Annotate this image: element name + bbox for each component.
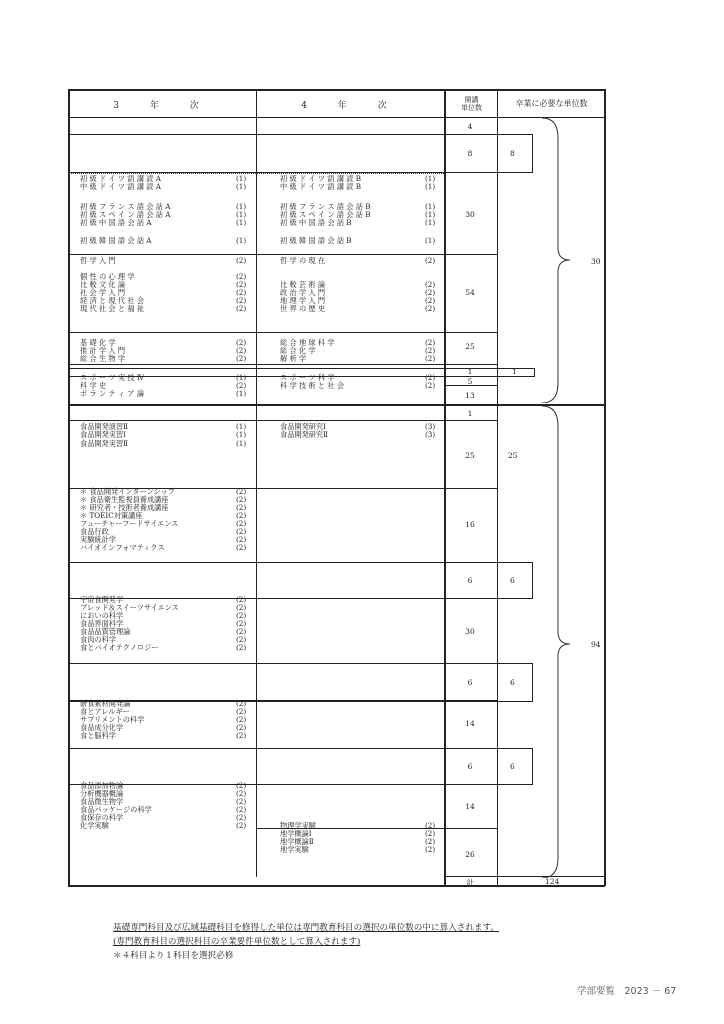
course-name: 基 礎 化 学 <box>80 338 116 347</box>
year4-course-row <box>280 846 441 855</box>
course-credit: (1) <box>236 182 247 191</box>
course-name: 化学実験 <box>80 821 109 830</box>
total-sum: 124 <box>545 877 560 886</box>
required-value: 25 <box>508 451 518 460</box>
course-name: 初 級 中 国 語 会 話 A <box>80 218 152 227</box>
course-credit: (2) <box>236 381 247 390</box>
course-credit: (1) <box>236 439 247 448</box>
course-name: ＊ 研究者・技術者養成講座 <box>80 503 169 512</box>
required-value: 1 <box>512 367 517 376</box>
course-credit: (2) <box>236 346 247 355</box>
year3-course-row <box>80 732 252 741</box>
course-name: サプリメントの科学 <box>80 715 145 724</box>
course-name: 中 級 ド イ ツ 語 講 読 A <box>80 182 161 191</box>
units-value: 25 <box>465 451 475 460</box>
row-sep <box>68 254 497 255</box>
course-name: 新食素材開発論 <box>80 699 131 708</box>
course-name: 食保存の科学 <box>80 813 124 822</box>
course-name: ス ポ ー ツ 科 学 <box>280 373 335 382</box>
course-name: 社 会 学 入 門 <box>80 288 126 297</box>
course-name: 科 学 技 術 と 社 会 <box>280 381 345 390</box>
year4-course-row <box>280 431 441 440</box>
course-credit: (2) <box>425 280 436 289</box>
course-credit: (2) <box>236 535 247 544</box>
units-value: 14 <box>465 719 475 728</box>
table-bottom-border <box>68 885 605 887</box>
course-credit: (1) <box>425 182 436 191</box>
course-credit: (2) <box>236 595 247 604</box>
units-value: 8 <box>467 149 473 158</box>
course-credit: (1) <box>425 236 436 245</box>
total-lower: 94 <box>591 640 601 649</box>
year4-course-row <box>280 305 441 314</box>
year4-course-row <box>280 382 441 391</box>
course-credit: (2) <box>236 503 247 512</box>
course-credit: (3) <box>425 422 436 431</box>
course-credit: (2) <box>236 619 247 628</box>
course-name: 哲 学 の 現 在 <box>280 256 326 265</box>
course-name: 食と脳科学 <box>80 731 116 740</box>
course-name: 経 済 と 現 代 社 会 <box>80 296 145 305</box>
course-name: 初 級 フ ラ ン ス 語 会 話 B <box>280 202 371 211</box>
course-credit: (3) <box>425 430 436 439</box>
required-value: 6 <box>510 762 515 771</box>
course-credit: (2) <box>236 296 247 305</box>
course-name: 食品開発実習Ⅱ <box>80 439 129 448</box>
header-units-line1: 開講 <box>464 96 479 104</box>
course-name: 比 較 芸 術 論 <box>280 280 326 289</box>
course-credit: (1) <box>236 373 247 382</box>
course-name: 食品行政 <box>80 527 109 536</box>
course-credit: (1) <box>236 422 247 431</box>
course-credit: (2) <box>425 288 436 297</box>
course-credit: (1) <box>236 389 247 398</box>
course-name: 食品界面科学 <box>80 619 124 628</box>
units-value: 30 <box>465 210 475 219</box>
course-credit: (2) <box>236 304 247 313</box>
course-name: 実験統計学 <box>80 535 116 544</box>
units-total-label: 計 <box>466 878 474 887</box>
course-name: 現 代 社 会 と 福 祉 <box>80 304 145 313</box>
year4-course-row <box>280 219 441 228</box>
course-credit: (2) <box>236 627 247 636</box>
course-credit: (1) <box>236 430 247 439</box>
course-credit: (2) <box>236 338 247 347</box>
required-value: 6 <box>510 576 515 585</box>
note-line-2: (専門教育科目の選択科目の卒業要件単位数として算入されます) <box>113 937 361 947</box>
course-credit: (1) <box>236 218 247 227</box>
row-sep <box>68 420 497 421</box>
course-credit: (1) <box>236 174 247 183</box>
header-units-line2: 単位数 <box>461 104 482 112</box>
year3-course-row <box>80 183 252 192</box>
course-credit: (2) <box>236 272 247 281</box>
units-value: 13 <box>465 391 475 400</box>
year3-course-row <box>80 305 252 314</box>
course-name: 食品開発演習Ⅱ <box>80 422 129 431</box>
units-value: 6 <box>467 762 473 771</box>
course-name: 食とバイオテクノロジー <box>80 643 159 652</box>
year3-course-row <box>80 237 252 246</box>
course-credit: (2) <box>425 296 436 305</box>
year3-course-row <box>80 257 252 266</box>
course-credit: (1) <box>236 236 247 245</box>
course-credit: (2) <box>425 304 436 313</box>
year3-course-row <box>80 355 252 364</box>
course-name: 解 析 学 <box>280 354 307 363</box>
total-upper: 30 <box>591 257 601 266</box>
course-credit: (2) <box>425 354 436 363</box>
year4-course-row <box>280 237 441 246</box>
course-name: 比 較 文 化 論 <box>80 280 126 289</box>
course-credit: (1) <box>425 174 436 183</box>
course-name: 科 学 史 <box>80 381 107 390</box>
units-value: 4 <box>467 122 473 131</box>
course-name: 総 合 化 学 <box>280 346 316 355</box>
course-credit: (2) <box>236 643 247 652</box>
note-line-3: ＊４科目より１科目を選択必修 <box>113 951 234 961</box>
course-name: 食品成分化学 <box>80 723 124 732</box>
course-name: ブレッド＆スイーツサイエンス <box>80 603 179 612</box>
course-credit: (2) <box>236 511 247 520</box>
course-credit: (2) <box>425 338 436 347</box>
course-credit: (2) <box>236 813 247 822</box>
units-value: 6 <box>467 678 473 687</box>
course-credit: (2) <box>425 373 436 382</box>
course-name: フューチャーフードサイエンス <box>80 519 179 528</box>
row-sep-thick <box>68 404 605 406</box>
course-credit: (2) <box>236 288 247 297</box>
course-credit: (2) <box>425 821 436 830</box>
table-top-border <box>68 89 605 91</box>
course-name: 初 級 韓 国 語 会 話 B <box>280 236 352 245</box>
course-credit: (2) <box>236 543 247 552</box>
year4-course-row <box>280 355 441 364</box>
course-credit: (2) <box>236 723 247 732</box>
course-name: 食品パッケージの科学 <box>80 805 152 814</box>
course-credit: (2) <box>236 797 247 806</box>
year4-course-row <box>280 183 441 192</box>
course-name: 中 級 ド イ ツ 語 講 読 B <box>280 182 362 191</box>
course-credit: (2) <box>236 256 247 265</box>
row-sep <box>68 332 497 333</box>
course-credit: (2) <box>236 519 247 528</box>
course-name: においの科学 <box>80 611 124 620</box>
course-credit: (2) <box>425 845 436 854</box>
year3-course-row <box>80 544 252 553</box>
course-credit: (2) <box>236 495 247 504</box>
course-credit: (1) <box>425 218 436 227</box>
course-name: 初 級 ス ペ イ ン 語 会 話 A <box>80 210 171 219</box>
course-credit: (2) <box>236 731 247 740</box>
units-value: 1 <box>467 367 473 376</box>
course-name: 個 性 の 心 理 学 <box>80 272 135 281</box>
course-name: 政 治 学 入 門 <box>280 288 326 297</box>
course-credit: (2) <box>236 707 247 716</box>
course-name: ＊ 食品衛生監視員養成講座 <box>80 495 169 504</box>
course-name: 食品品質管理論 <box>80 627 131 636</box>
course-name: 食とアレルギー <box>80 707 130 716</box>
header-bottom-border <box>68 117 605 118</box>
year3-course-row <box>80 440 252 449</box>
course-name: 総 合 生 物 学 <box>80 354 126 363</box>
course-credit: (1) <box>236 210 247 219</box>
course-credit: (2) <box>425 256 436 265</box>
course-name: 初 級 フ ラ ン ス 語 会 話 A <box>80 202 171 211</box>
course-name: 分析機器概論 <box>80 789 124 798</box>
course-name: 地学実験 <box>280 845 309 854</box>
course-name: 初 級 中 国 語 会 話 B <box>280 218 352 227</box>
course-credit: (1) <box>425 210 436 219</box>
course-name: 総 合 地 球 科 学 <box>280 338 335 347</box>
note-line-1: 基礎専門科目及び広域基礎科目を修得した単位は専門教育科目の選択の単位数の中に算入されます。 <box>113 923 500 933</box>
course-name: バイオインフォマティクス <box>80 543 165 552</box>
units-value: 14 <box>465 802 475 811</box>
course-credit: (2) <box>425 837 436 846</box>
year3-course-row <box>80 822 252 831</box>
course-name: 食品微生物学 <box>80 797 124 806</box>
units-value: 30 <box>465 627 475 636</box>
header-year4: 4 年 次 <box>301 101 401 111</box>
course-name: 食肉の科学 <box>80 635 116 644</box>
course-credit: (1) <box>236 202 247 211</box>
header-year3: 3 年 次 <box>113 101 213 111</box>
course-credit: (2) <box>236 635 247 644</box>
course-name: ＊ TOEIC対策講座 <box>80 511 143 520</box>
units-value: 26 <box>465 850 475 859</box>
course-name: ＊ 食品開発インターンシップ <box>80 487 175 496</box>
required-value: 6 <box>510 678 515 687</box>
course-name: 地学概論Ⅰ <box>280 829 312 838</box>
course-credit: (2) <box>236 699 247 708</box>
units-value: 16 <box>465 520 475 529</box>
required-value: 8 <box>510 149 515 158</box>
header-required: 卒業に必要な単位数 <box>515 99 588 108</box>
course-name: 食品開発実習Ⅰ <box>80 430 126 439</box>
course-name: 初 級 韓 国 語 会 話 A <box>80 236 152 245</box>
course-credit: (2) <box>236 611 247 620</box>
course-name: ボ ラ ン テ ィ ア 論 <box>80 389 145 398</box>
course-credit: (2) <box>236 805 247 814</box>
course-name: 推 計 学 入 門 <box>80 346 126 355</box>
course-credit: (2) <box>236 715 247 724</box>
units-value: 25 <box>465 342 475 351</box>
course-credit: (1) <box>425 202 436 211</box>
units-value: 1 <box>467 409 473 418</box>
course-name: 食品添加物論 <box>80 781 124 790</box>
course-credit: (2) <box>425 381 436 390</box>
units-value: 5 <box>467 377 473 386</box>
table-right-border <box>604 89 606 886</box>
course-name: ス ポ ー ツ 実 技 Ⅳ <box>80 373 145 382</box>
course-credit: (2) <box>236 603 247 612</box>
course-credit: (2) <box>236 527 247 536</box>
units-value: 6 <box>467 576 473 585</box>
course-credit: (2) <box>236 821 247 830</box>
course-credit: (2) <box>236 280 247 289</box>
course-name: 地 理 学 入 門 <box>280 296 326 305</box>
course-credit: (2) <box>236 354 247 363</box>
course-name: 初 級 ド イ ツ 語 講 読 A <box>80 174 161 183</box>
year3-course-row <box>80 644 252 653</box>
course-name: 宇宙食開発学 <box>80 595 124 604</box>
course-name: 食品開発研究Ⅰ <box>280 422 326 431</box>
course-credit: (2) <box>425 829 436 838</box>
course-name: 初 級 ド イ ツ 語 講 読 B <box>280 174 362 183</box>
course-name: 地学概論Ⅱ <box>280 837 314 846</box>
year3-course-row <box>80 390 252 399</box>
page-footer: 学部要覧 2023 － 67 <box>577 986 677 997</box>
year4-course-row <box>280 257 441 266</box>
course-name: 食品開発研究Ⅱ <box>280 430 329 439</box>
units-value: 54 <box>465 288 475 297</box>
year3-course-row <box>80 219 252 228</box>
course-credit: (2) <box>425 346 436 355</box>
course-credit: (2) <box>236 781 247 790</box>
course-name: 初 級 ス ペ イ ン 語 会 話 B <box>280 210 371 219</box>
course-credit: (2) <box>236 789 247 798</box>
course-name: 世 界 の 歴 史 <box>280 304 326 313</box>
course-credit: (2) <box>236 487 247 496</box>
row-sep <box>68 364 497 365</box>
course-name: 物理学実験 <box>280 821 316 830</box>
course-name: 哲 学 入 門 <box>80 256 116 265</box>
